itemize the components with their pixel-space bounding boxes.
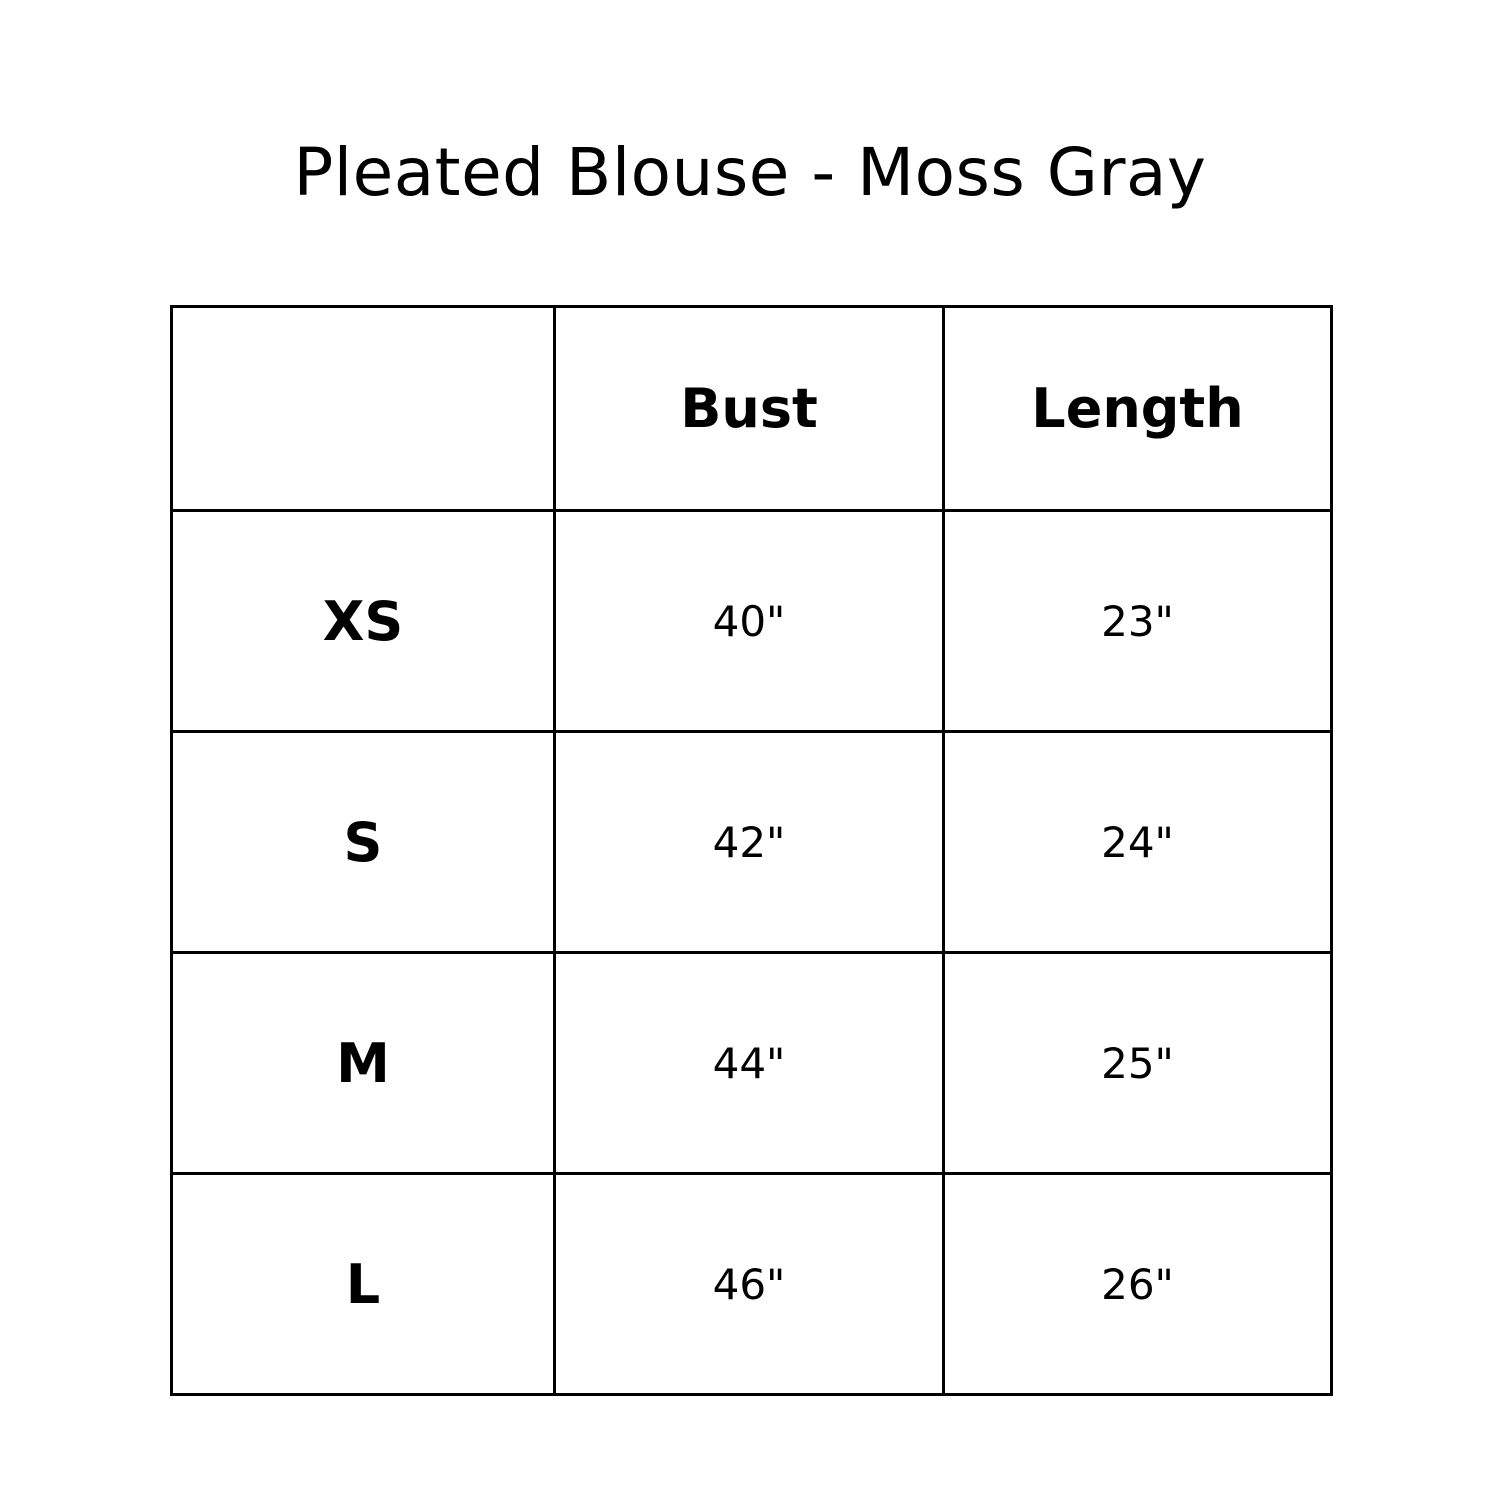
bust-value: 44"	[555, 953, 944, 1174]
table-header-row	[172, 307, 1332, 511]
table-row	[172, 1174, 1332, 1395]
header-cell-empty	[172, 307, 555, 511]
length-value: 24"	[944, 732, 1332, 953]
table-row	[172, 953, 1332, 1174]
length-value: 25"	[944, 953, 1332, 1174]
table-row	[172, 511, 1332, 732]
bust-value: 46"	[555, 1174, 944, 1395]
size-label: M	[172, 953, 555, 1174]
bust-value: 42"	[555, 732, 944, 953]
size-chart-table	[170, 305, 1333, 1396]
table-row	[172, 732, 1332, 953]
bust-value: 40"	[555, 511, 944, 732]
size-label: XS	[172, 511, 555, 732]
size-label: S	[172, 732, 555, 953]
length-value: 23"	[944, 511, 1332, 732]
size-label: L	[172, 1174, 555, 1395]
header-cell-length: Length	[944, 307, 1332, 511]
page-title: Pleated Blouse - Moss Gray	[293, 134, 1207, 211]
header-cell-bust: Bust	[555, 307, 944, 511]
length-value: 26"	[944, 1174, 1332, 1395]
